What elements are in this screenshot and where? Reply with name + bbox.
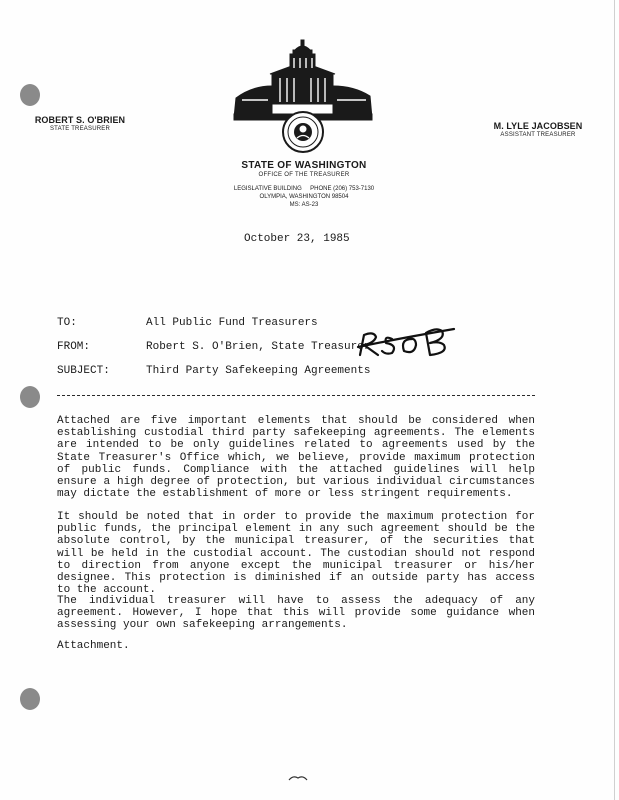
scan-mark bbox=[288, 774, 308, 782]
punch-hole-middle bbox=[20, 386, 40, 408]
body-paragraph-3: The individual treasurer will have to assess the adequacy of any agreement. However, I hope that this will provide some guidance when assessing your own safekeeping arrangements. bbox=[57, 595, 535, 632]
separator-rule bbox=[57, 395, 535, 396]
memo-to-label: TO: bbox=[57, 317, 77, 329]
treasurer-title: STATE TREASURER bbox=[49, 126, 110, 132]
memo-subject-label: SUBJECT: bbox=[57, 365, 110, 377]
letterhead-address-line-1: LEGISLATIVE BUILDING PHONE (206) 753-7130 bbox=[233, 186, 375, 192]
assistant-treasurer-title: ASSISTANT TREASURER bbox=[500, 132, 576, 138]
punch-hole-top bbox=[20, 84, 40, 106]
letterhead-address-line-3: MS: AS-23 bbox=[289, 202, 319, 208]
letter-date: October 23, 1985 bbox=[244, 233, 350, 245]
punch-hole-bottom bbox=[20, 688, 40, 710]
letterhead-address-line-2: OLYMPIA, WASHINGTON 98504 bbox=[259, 194, 349, 200]
memo-to-value: All Public Fund Treasurers bbox=[146, 317, 318, 329]
body-paragraph-2: It should be noted that in order to provide the maximum protection for public funds, the principal element in any such agreement should be the absolute control, by the municipal treasurer, of the securities that will be held in the custodial account. The custodian should not respond to direction from anyone except the municipal treasurer or his/her designee. This protection is diminished if an outside party has access to the account. bbox=[57, 511, 535, 597]
treasurer-block bbox=[30, 115, 130, 132]
letterhead-office: OFFICE OF THE TREASURER bbox=[258, 172, 350, 178]
treasurer-name: ROBERT S. O'BRIEN bbox=[34, 115, 126, 125]
closing-attachment: Attachment. bbox=[57, 640, 130, 652]
memo-subject-value: Third Party Safekeeping Agreements bbox=[146, 365, 371, 377]
assistant-treasurer-block bbox=[490, 121, 586, 138]
capitol-seal-emblem bbox=[232, 38, 374, 156]
assistant-treasurer-name: M. LYLE JACOBSEN bbox=[493, 121, 583, 131]
letterhead-state: STATE OF WASHINGTON bbox=[241, 160, 367, 171]
page-edge bbox=[614, 0, 615, 800]
body-paragraph-1: Attached are five important elements that should be considered when establishing custodial third party safekeeping agreements. The elements are intended to be only guidelines related to agreements used by the State Treasurer's Office which, we believe, provide maximum protection of public funds. Compliance with the attached guidelines will help ensure a high degree of protection, but various individual circumstances may dictate the establishment of more or less stringent requirements. bbox=[57, 415, 535, 501]
handwritten-initials bbox=[356, 325, 460, 361]
memo-from-value: Robert S. O'Brien, State Treasurer bbox=[146, 341, 371, 353]
memo-from-label: FROM: bbox=[57, 341, 91, 353]
